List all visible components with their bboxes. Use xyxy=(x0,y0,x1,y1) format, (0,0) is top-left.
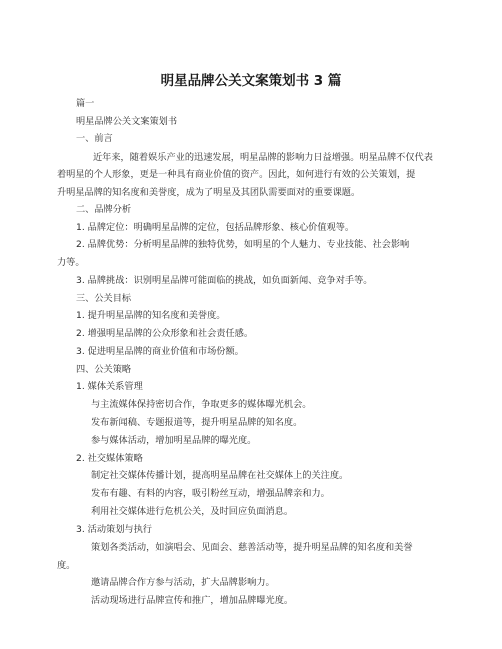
list-item-continuation: 力等。 xyxy=(57,257,85,268)
sub-list-item-continuation: 度。 xyxy=(57,560,76,571)
document-subtitle: 明星品牌公关文案策划书 xyxy=(76,116,178,127)
sub-list-item: 发布新闻稿、专题报道等，提升明星品牌的知名度。 xyxy=(91,417,303,428)
part-heading: 篇一 xyxy=(76,98,95,109)
sub-list-item: 邀请品牌合作方参与活动，扩大品牌影响力。 xyxy=(91,577,275,588)
document-title: 明星品牌公关文案策划书 3 篇 xyxy=(160,73,342,89)
subsection-heading: 1. 媒体关系管理 xyxy=(76,381,143,392)
section-heading-strategy: 四、公关策略 xyxy=(76,364,132,375)
sub-list-item: 活动现场进行品牌宣传和推广，增加品牌曝光度。 xyxy=(91,595,294,606)
list-item: 2. 增强明星品牌的公众形象和社会责任感。 xyxy=(76,328,254,339)
section-heading-goals: 三、公关目标 xyxy=(76,293,132,304)
paragraph-line: 近年来，随着娱乐产业的迅速发展，明星品牌的影响力日益增强。明星品牌不仅代表 xyxy=(93,152,433,163)
sub-list-item: 利用社交媒体进行危机公关，及时回应负面消息。 xyxy=(91,506,294,517)
list-item: 2. 品牌优势：分析明星品牌的独特优势，如明星的个人魅力、专业技能、社会影响 xyxy=(76,239,410,250)
paragraph-line: 着明星的个人形象，更是一种具有商业价值的资产。因此，如何进行有效的公关策划，提 xyxy=(57,169,416,180)
list-item: 1. 提升明星品牌的知名度和美誉度。 xyxy=(76,310,226,321)
section-heading-preface: 一、前言 xyxy=(76,133,113,144)
sub-list-item: 与主流媒体保持密切合作，争取更多的媒体曝光机会。 xyxy=(91,399,312,410)
sub-list-item: 制定社交媒体传播计划，提高明星品牌在社交媒体上的关注度。 xyxy=(91,470,349,481)
subsection-heading: 2. 社交媒体策略 xyxy=(76,453,143,464)
list-item: 3. 促进明星品牌的商业价值和市场份额。 xyxy=(76,346,244,357)
list-item: 3. 品牌挑战：识别明星品牌可能面临的挑战，如负面新闻、竞争对手等。 xyxy=(76,275,373,286)
list-item: 1. 品牌定位：明确明星品牌的定位，包括品牌形象、核心价值观等。 xyxy=(76,222,355,233)
sub-list-item: 发布有趣、有料的内容，吸引粉丝互动，增强品牌亲和力。 xyxy=(91,488,330,499)
sub-list-item: 策划各类活动，如演唱会、见面会、慈善活动等，提升明星品牌的知名度和美誉 xyxy=(91,542,413,553)
subsection-heading: 3. 活动策划与执行 xyxy=(76,524,152,535)
paragraph-line: 升明星品牌的知名度和美誉度，成为了明星及其团队需要面对的重要课题。 xyxy=(57,187,361,198)
section-heading-brand-analysis: 二、品牌分析 xyxy=(76,204,132,215)
sub-list-item: 参与媒体活动，增加明星品牌的曝光度。 xyxy=(91,435,257,446)
